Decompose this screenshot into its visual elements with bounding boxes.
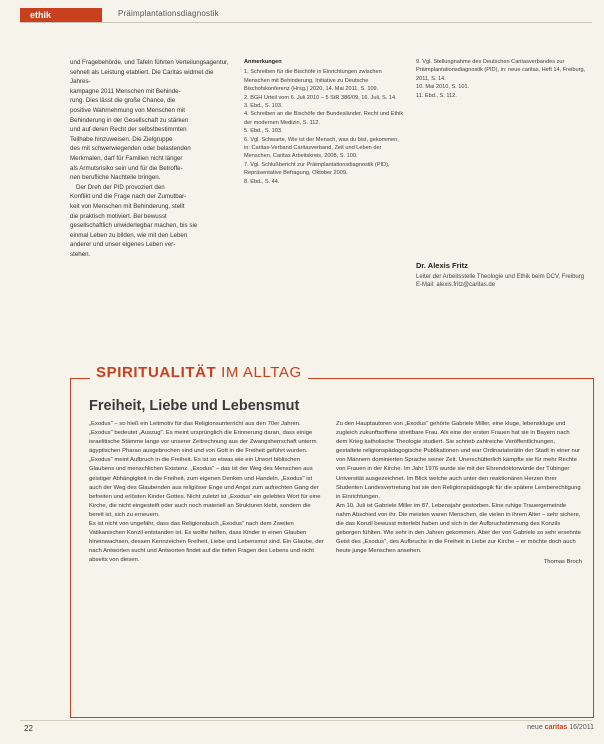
paragraph: Zu den Hauptautoren von „Exodus" gehörte Gabriele Miller, eine kluge, lebenskluge und zugleich zukunftsoffene streitbare Frau. Als eine der ersten Frauen hat sie in Bayern nach dem Krieg katholische Theologie studiert. Sie schrieb zahlreiche Veröffentlichungen, gestaltete religionspädagogische Publikationen und war Ordinariatsrätin der Stadt in einer nur von Männern dominierten Sprache seiner Zeit. Unerschütterlich kämpfte sie für mehr Rechte von Frauen in der Kirche. Im Jahr 1976 wurde sie mit der Ehrendoktorwürde der Tübinger Universität ausgezeichnet. Im Blick welche auch unter den reaktionären Herzen ihrer Studenten Landesvertretung hat sie den Religionspädagogik für die spätere Lernberechtigung in Einrichtungen. bbox=[336, 421, 581, 500]
paragraph: und auf deren Recht der selbstbestimmten bbox=[70, 126, 187, 134]
author-box bbox=[416, 262, 586, 290]
paragraph: rung. Dies lässt die große Chance, die bbox=[70, 97, 176, 105]
paragraph: nen berufliche Nachteile bringen. bbox=[70, 174, 161, 182]
brand-name: caritas bbox=[544, 724, 568, 731]
author-name: Dr. Alexis Fritz bbox=[416, 261, 468, 270]
endnote: 10. Mai 2010, S. 101. bbox=[416, 84, 470, 91]
author-role: Leiter der Arbeitsstelle Theologie und Ethik beim DCV, Freiburg bbox=[416, 273, 585, 280]
endnotes-column bbox=[244, 58, 406, 186]
section-title: Präimplantationsdiagnostik bbox=[118, 9, 219, 18]
footer-brand bbox=[527, 724, 594, 731]
article-headline: Freiheit, Liebe und Lebensmut bbox=[89, 398, 300, 414]
endnote: 9. Vgl. Stellungnahme des Deutschen Caritasverbandes zur Präimplantationsdiagnostik (PID), in: neue caritas, Heft 14, Freiburg, 2011, S. 14. bbox=[416, 59, 586, 82]
endnote: 1. Schreiben für die Bischöfe in Einrichtungen zwischen Menschen mit Behinderung, Initiative zu Deutsche Bischofskonferenz (Hrsg.) 2020, 14. Mai 2011, S. 109. bbox=[244, 69, 382, 93]
brand-prefix: neue bbox=[527, 724, 543, 731]
paragraph: die praktisch motiviert. Bei bewusst bbox=[70, 212, 167, 220]
paragraph: Der Dreh der PID provoziert den bbox=[76, 183, 165, 191]
paragraph: Am 10. Juli ist Gabriele Miller im 87. Lebensjahr gestorben. Eine ruhige Trauergemeinde nahm Abschied von ihr. Die meisten waren Menschen, die vielen in ihrem Alter – sehr sichere, die das Konzil bewusst miterlebt haben und sich in der Aufbruchstimmung des Konzils geborgen fühlten. Wie sehr in den Jahren gekommen. Aber der von Gabriele so sehr ersehnte Geist des „Exodus", des Aufbruchs in die Freiheit in Liebe zur Kirche – er möchte doch auch heute junge Menschen ansehen. bbox=[336, 502, 581, 555]
paragraph: Teilhabe hinzuweisen. Die Zielgruppe bbox=[70, 135, 173, 143]
paragraph: gesellschaftlich unwiderlegbar machen, bis sie bbox=[70, 222, 198, 230]
paragraph: stehen. bbox=[70, 250, 91, 258]
paragraph: und Fragebehörde, und Tafeln führten Verteilungsagentur, sehnell als Leistung etabliert. Die Caritas widmet die Jahres- bbox=[70, 59, 229, 86]
spirit-column-right bbox=[336, 420, 582, 568]
article-signature: Thomas Broch bbox=[543, 559, 582, 566]
issue-number: 16/2011 bbox=[569, 724, 594, 731]
paragraph: Merkmalen, darf für Familien nicht länger bbox=[70, 154, 183, 162]
endnote: 2. BGH Urteil vom 6. Juli 2010 – 5 StR 386/09, 16. Juli, S. 14. bbox=[244, 94, 397, 101]
endnotes-heading: Anmerkungen bbox=[244, 59, 282, 65]
endnotes-column-right bbox=[416, 58, 588, 100]
paragraph: anderer und unser eigenes Leben ver- bbox=[70, 241, 176, 249]
paragraph: kampagne 2011 Menschen mit Behinde- bbox=[70, 87, 181, 95]
endnote: 5. Ebd., S. 103. bbox=[244, 128, 283, 135]
column-kicker bbox=[90, 364, 308, 381]
page-number: 22 bbox=[24, 724, 33, 733]
paragraph: Es ist nicht von ungefähr, dass das Religionsbuch „Exodus" nach dem Zweiten Vatikanischen Konzil entstanden ist. Es wollte helfen, dass Kinder in einen Glauben hineinwachsen, dessen Kennzeichen Freiheit, Liebe und Lebensmut sind. Ein Glaube, der nach Antworten sucht und Antworten findet auf die tiefen Fragen des Lebens und nicht abseits von diesen. bbox=[89, 521, 324, 564]
paragraph: Konflikt und die Frage nach der Zumutbar- bbox=[70, 193, 187, 201]
endnote: 11. Ebd., S. 112. bbox=[416, 92, 457, 99]
author-email: E-Mail: alexis.fritz@caritas.de bbox=[416, 282, 496, 288]
endnote: 7. Vgl. Schlußbericht zur Präimplantationsdiagnostik (PID), Repräsentative Befragung, Oktober 2009. bbox=[244, 161, 390, 177]
paragraph: positive Wahrnehmung von Menschen mit bbox=[70, 106, 185, 114]
paragraph: Behinderung in der Gesellschaft zu stärken bbox=[70, 116, 189, 124]
running-header bbox=[20, 8, 592, 23]
endnote: 4. Schreiben an die Bischöfe der Bundesländer, Recht und Ethik der modernen Medizin, S. 112. bbox=[244, 111, 404, 126]
paragraph: als Armutsrisiko sein und für die Betroffe- bbox=[70, 164, 183, 172]
section-tag: ethik bbox=[20, 8, 102, 22]
spirit-column-left bbox=[89, 420, 325, 566]
article-column-1 bbox=[70, 58, 230, 259]
paragraph: „Exodus" – so hieß ein Leitmotiv für das Religionsunterricht aus den 70er Jahren. „Exodus" bedeutet „Auszug". Es meint ursprünglich die Erinnerung daran, dass einige israelitische Stämme lange vor unserer Zeitrechnung aus der Zwangsherrschaft unterm ägyptischen Pharao ausgebrochen sind und von Gott in die Freiheit geführt wurden. „Exodus" meint Aufbruch in die Freiheit. Es ist so etwas wie ein Urwort biblischen Glaubens und menschlichen Existenz. „Exodus" – das ist der Weg des Menschen aus geistiger Abhängigkeit in die Freiheit, zum eigenen Denken und Handeln. „Exodus" ist auch der Weg des Glaubenden aus religiöser Enge und Angst zum aufrechten Gang der befreiten und erlösten Kinder Gottes. Nicht zuletzt ist „Exodus" ein gelebtes Wort für eine Kirche, die nicht eingesteift oder auch noch materiell an Strukturen klebt, sondern die bereit ist, sich zu erneuern. bbox=[89, 421, 321, 518]
kicker-light: IM ALLTAG bbox=[221, 364, 302, 381]
endnote: 8. Ebd., S. 44. bbox=[244, 178, 280, 185]
paragraph: einmal Leben zu bilden, wie mit den Leben bbox=[70, 231, 188, 239]
paragraph: des mit schwerwiegenden oder belastenden bbox=[70, 145, 191, 153]
paragraph: keit von Menschen mit Behinderung, stellt bbox=[70, 202, 185, 210]
endnote: 3. Ebd., S. 103. bbox=[244, 103, 283, 110]
kicker-bold: SPIRITUALITÄT bbox=[96, 364, 217, 381]
endnote: 6. Vgl. Schwarte, Wie ist der Mensch, was du bist, gekommen, in: Caritas-Verband Caritasverband, Zeit und Leben der Menschen, Caritas Arbeitskreis, 2008, S. 100. bbox=[244, 136, 399, 160]
footer-rule bbox=[20, 720, 592, 721]
